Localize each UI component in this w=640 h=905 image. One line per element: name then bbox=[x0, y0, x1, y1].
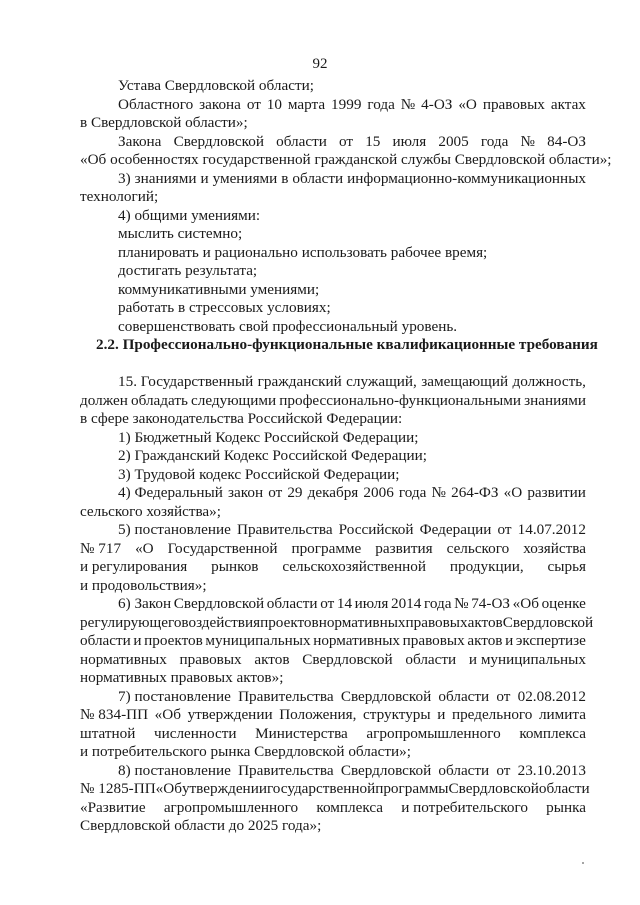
word: гражданский bbox=[257, 373, 342, 390]
justified-line bbox=[80, 632, 586, 650]
word: 7) постановление bbox=[118, 688, 231, 705]
word: обладать bbox=[131, 392, 188, 409]
justified-line bbox=[80, 614, 594, 632]
word: развития bbox=[375, 540, 433, 557]
word: умениями bbox=[212, 170, 278, 187]
word: комплекса bbox=[519, 725, 586, 742]
text-line: совершенствовать свой профессиональный уровень. bbox=[118, 318, 458, 335]
word: «Развитие bbox=[80, 799, 146, 816]
word: от bbox=[496, 762, 511, 779]
word: 6) Закон bbox=[118, 595, 172, 612]
word: правовых bbox=[405, 614, 468, 631]
list-item: 1) Бюджетный Кодекс Российской Федерации; bbox=[118, 429, 419, 446]
word: Правительства bbox=[238, 688, 334, 705]
word: области bbox=[538, 780, 590, 797]
text-line: мыслить системно; bbox=[118, 225, 243, 242]
word: продукции, bbox=[449, 558, 524, 575]
text-line: в Свердловской области»; bbox=[80, 114, 248, 131]
word: № bbox=[400, 96, 416, 113]
justified-line bbox=[118, 373, 586, 391]
justified-line bbox=[118, 170, 586, 188]
text-line: Устава Свердловской области; bbox=[118, 77, 314, 94]
word: «Об bbox=[512, 595, 539, 612]
justified-line bbox=[118, 688, 586, 706]
word: Свердловской bbox=[340, 688, 432, 705]
word: сырья bbox=[547, 558, 586, 575]
page-number: 92 bbox=[312, 56, 328, 72]
word: знаниями bbox=[134, 170, 197, 187]
word: Свердловской bbox=[302, 651, 393, 668]
word: 02.08.2012 bbox=[517, 688, 586, 705]
word: и bbox=[437, 706, 446, 723]
word: № 717 bbox=[80, 540, 122, 557]
word: 264-ФЗ bbox=[451, 484, 499, 501]
word: 4) Федеральный bbox=[118, 484, 223, 501]
justified-line bbox=[80, 540, 586, 558]
word: Свердловской bbox=[340, 762, 432, 779]
word: и потребительского bbox=[401, 799, 528, 816]
word: области bbox=[80, 632, 131, 649]
word: правовых bbox=[179, 651, 242, 668]
word: Областного bbox=[118, 96, 194, 113]
text-line: нормативных правовых актов»; bbox=[80, 669, 284, 686]
word: 14 bbox=[336, 595, 353, 612]
word: области bbox=[266, 595, 318, 612]
word: 14.07.2012 bbox=[517, 521, 586, 538]
word: 15. Государственный bbox=[118, 373, 254, 390]
word: агропромышленного bbox=[163, 799, 299, 816]
word: актов bbox=[467, 632, 503, 649]
word: Министерства bbox=[255, 725, 348, 742]
list-item: 3) Трудовой кодекс Российской Федерации; bbox=[118, 466, 400, 483]
word: численности bbox=[153, 725, 237, 742]
text-line: планировать и рационально использовать рабочее время; bbox=[118, 244, 488, 261]
word: программе bbox=[291, 540, 362, 557]
text-line: 4) общими умениями: bbox=[118, 207, 261, 224]
word: проектов bbox=[144, 632, 203, 649]
word: 4-ОЗ bbox=[421, 96, 453, 113]
word: «О bbox=[458, 96, 477, 113]
justified-line bbox=[118, 484, 586, 502]
word: профессионально-функциональными bbox=[279, 392, 522, 409]
text-line: сельского хозяйства»; bbox=[80, 503, 221, 520]
word: и муниципальных bbox=[468, 651, 586, 668]
text-line: в сфере законодательства Российской Федерации: bbox=[80, 410, 403, 427]
word: Положения, bbox=[279, 706, 357, 723]
scan-speck bbox=[582, 862, 584, 864]
word: 2006 bbox=[363, 484, 394, 501]
word: актов bbox=[467, 614, 503, 631]
word: года bbox=[423, 595, 452, 612]
word: комплекса bbox=[316, 799, 383, 816]
word: лимита bbox=[538, 706, 586, 723]
justified-line bbox=[118, 96, 586, 114]
text-line: «Об особенностях государственной гражданской службы Свердловской области»; bbox=[80, 151, 612, 168]
word: № bbox=[454, 595, 469, 612]
list-item: 2) Гражданский Кодекс Российской Федерации; bbox=[118, 447, 427, 464]
word: сельского bbox=[446, 540, 510, 557]
word: муниципальных bbox=[205, 632, 311, 649]
word: закон bbox=[228, 484, 264, 501]
word: утверждении bbox=[181, 780, 267, 797]
word: Правительства bbox=[238, 762, 334, 779]
word: и регулирования bbox=[80, 558, 188, 575]
text-line: коммуникативными умениями; bbox=[118, 281, 320, 298]
word: 5) постановление bbox=[118, 521, 231, 538]
word: 84-ОЗ bbox=[547, 133, 586, 150]
word: знаниями bbox=[524, 392, 586, 409]
word: от bbox=[496, 688, 511, 705]
justified-line bbox=[118, 133, 586, 151]
word: «Об bbox=[154, 706, 181, 723]
word: № bbox=[520, 133, 535, 150]
word: области bbox=[438, 762, 490, 779]
word: и bbox=[200, 170, 209, 187]
word: нормативных bbox=[318, 614, 406, 631]
word: нормативных bbox=[80, 651, 167, 668]
word: следующими bbox=[191, 392, 277, 409]
word: актов bbox=[254, 651, 290, 668]
word: должен bbox=[80, 392, 128, 409]
text-line: работать в стрессовых условиях; bbox=[118, 299, 331, 316]
justified-line bbox=[80, 725, 586, 743]
justified-line bbox=[80, 651, 586, 669]
word: штатной bbox=[80, 725, 136, 742]
word: замещающий bbox=[421, 373, 509, 390]
word: воздействия bbox=[181, 614, 261, 631]
word: от bbox=[268, 484, 283, 501]
word: 23.10.2013 bbox=[517, 762, 586, 779]
word: должность, bbox=[512, 373, 586, 390]
text-line: Свердловской области до 2025 года»; bbox=[80, 817, 322, 834]
word: Свердловской bbox=[173, 133, 264, 150]
word: года bbox=[367, 96, 395, 113]
word: года bbox=[398, 484, 427, 501]
text-line: и потребительского рынка Свердловской области»; bbox=[80, 743, 411, 760]
word: Закона bbox=[118, 133, 162, 150]
word: декабря bbox=[307, 484, 359, 501]
word: 1999 bbox=[331, 96, 362, 113]
word: правовых bbox=[402, 632, 465, 649]
word: сельскохозяйственной bbox=[282, 558, 426, 575]
word: правовых bbox=[482, 96, 545, 113]
word: оценке bbox=[541, 595, 586, 612]
justified-line bbox=[80, 392, 586, 410]
word: от bbox=[339, 133, 354, 150]
justified-line bbox=[80, 780, 590, 798]
word: марта bbox=[287, 96, 326, 113]
word: Федерации bbox=[419, 521, 492, 538]
word: от bbox=[320, 595, 335, 612]
word: «О bbox=[135, 540, 154, 557]
justified-line bbox=[80, 558, 586, 576]
word: актах bbox=[550, 96, 586, 113]
section-heading: 2.2. Профессионально-функциональные квалификационные требования bbox=[96, 336, 598, 353]
word: № 834-ПП bbox=[80, 706, 149, 723]
word: июля bbox=[354, 595, 389, 612]
word: 2005 bbox=[438, 133, 469, 150]
word: регулирующего bbox=[80, 614, 182, 631]
word: № 1285-ПП bbox=[80, 780, 156, 797]
word: «О bbox=[503, 484, 523, 501]
word: структуры bbox=[363, 706, 431, 723]
word: Свердловской bbox=[448, 780, 539, 797]
justified-line bbox=[80, 706, 586, 724]
text-line: и продовольствия»; bbox=[80, 577, 207, 594]
word: от bbox=[497, 521, 512, 538]
word: Государственной bbox=[167, 540, 278, 557]
word: рынков bbox=[211, 558, 259, 575]
word: 3) bbox=[118, 170, 131, 187]
word: агропромышленного bbox=[366, 725, 501, 742]
word: 29 bbox=[287, 484, 303, 501]
word: программы bbox=[375, 780, 449, 797]
justified-line bbox=[80, 799, 586, 817]
word: 2014 bbox=[390, 595, 422, 612]
word: развитии bbox=[527, 484, 586, 501]
word: служащий, bbox=[346, 373, 417, 390]
word: 15 bbox=[365, 133, 381, 150]
word: № bbox=[431, 484, 446, 501]
word: 10 bbox=[266, 96, 282, 113]
word: «Об bbox=[155, 780, 182, 797]
word: области bbox=[438, 688, 490, 705]
word: июля bbox=[392, 133, 427, 150]
text-line: технологий; bbox=[80, 188, 159, 205]
word: экспертизе bbox=[515, 632, 586, 649]
word: хозяйства bbox=[523, 540, 586, 557]
word: рынка bbox=[546, 799, 586, 816]
word: государственной bbox=[266, 780, 376, 797]
word: нормативных bbox=[313, 632, 401, 649]
word: и bbox=[505, 632, 514, 649]
justified-line bbox=[118, 521, 586, 539]
word: проектов bbox=[260, 614, 319, 631]
word: области bbox=[405, 651, 457, 668]
word: года bbox=[480, 133, 509, 150]
word: Свердловской bbox=[173, 595, 265, 612]
word: в bbox=[281, 170, 289, 187]
justified-line bbox=[118, 595, 586, 613]
word: области bbox=[276, 133, 327, 150]
word: утверждении bbox=[187, 706, 273, 723]
word: Свердловской bbox=[502, 614, 594, 631]
word: предельного bbox=[451, 706, 533, 723]
word: Российской bbox=[338, 521, 414, 538]
word: 8) постановление bbox=[118, 762, 231, 779]
word: области bbox=[292, 170, 344, 187]
justified-line bbox=[118, 762, 586, 780]
text-line: достигать результата; bbox=[118, 262, 258, 279]
word: 74-ОЗ bbox=[471, 595, 511, 612]
word: информационно-коммуникационных bbox=[347, 170, 586, 187]
word: Правительства bbox=[236, 521, 333, 538]
word: закона bbox=[199, 96, 241, 113]
word: и bbox=[133, 632, 142, 649]
word: от bbox=[246, 96, 261, 113]
